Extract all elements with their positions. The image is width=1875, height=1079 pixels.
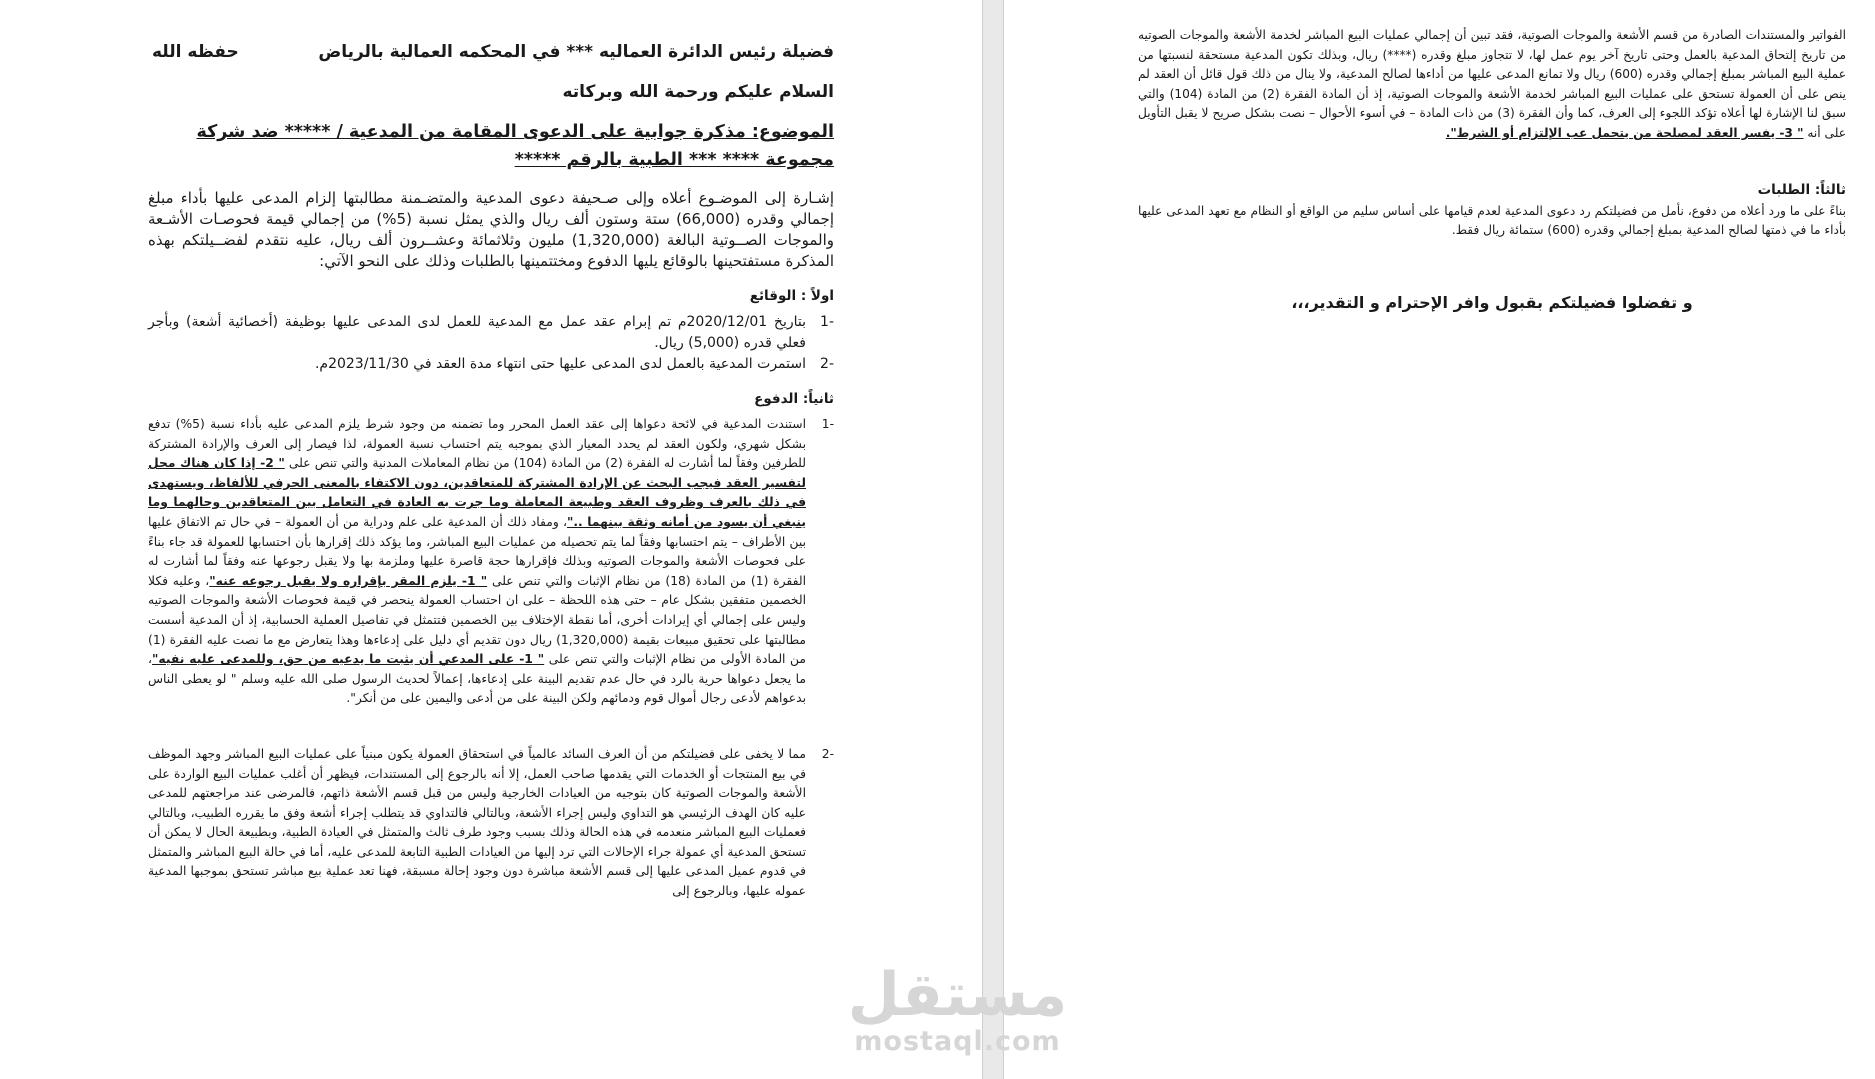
list-item: [148, 312, 834, 354]
legal-quote: " 2- إذا كان هناك محل لتفسير العقد فيجب البحث عن الإرادة المشتركة للمتعاقدين، دون الاكتفاء بالمعنى الحرفي للألفاظ، ويستهدى في ذلك بالعرف وظروف العقد وطبيعة المعاملة وما جرت به العادة في التعامل بين المتعاقدين وحالهما وما ينبغي أن يسود من أمانه وثقة بينهما ..": [148, 456, 806, 529]
defense-text: استندت المدعية في لائحة دعواها إلى عقد العمل المحرر وما تضمنه من وجود شرط يلزم المدعى عليه بأداء نسبة (5%) تدفع بشكل شهري، ولكون العقد لم يحدد المعيار الذي بموجبه يتم احتساب نسبة العمولة، لذا فيصار إلى العرف والإرادة المشتركة للطرفين وفقاً لما أشارت له الفقرة (2) من المادة (104) من نظام المعاملات المدنية والتي تنص على: [148, 417, 806, 471]
facts-heading: اولاً : الوقائع: [749, 288, 834, 304]
facts-list: [148, 312, 834, 375]
page-right-content: [1138, 26, 1846, 312]
item-number: -1: [821, 417, 834, 431]
subject-line: الموضوع: مذكرة جوابية على الدعوى المقامة من المدعية / ***** ضد شركة مجموعة **** *** الطبية بالرقم *****: [196, 122, 834, 170]
item-text: بتاريخ 2020/12/01م تم إبرام عقد عمل مع المدعية للعمل لدى المدعى عليها بوظيفة (أخصائية أشعة) وبأجر فعلي قدره (5,000) ريال.: [148, 314, 807, 351]
requests-paragraph: بناءً على ما ورد أعلاه من دفوع، نأمل من فضيلتكم رد دعوى المدعية لعدم قيامها على أساس سليم من الواقع أو النظام مع تعهد المدعى عليها بأداء ما في ذمتها لصالح المدعية بمبلغ إجمالي وقدره (600) ستمائة ريال فقط.: [1138, 203, 1846, 238]
salutation: السلام عليكم ورحمة الله وبركاته: [562, 82, 834, 102]
defense-text: ، ما يجعل دعواها حرية بالرد في حال عدم تقديم البينة على إدعاءها، إعمالاً لحديث الرسول صلى الله عليه وسلم " لو يعطى الناس بدعواهم لأدعى رجال أموال قوم ودمائهم ولكن البينة على من أدعى واليمين على من أنكر".: [148, 652, 806, 706]
defenses-heading: ثانياً: الدفوع: [754, 391, 834, 407]
legal-quote: " 1- على المدعي أن يثبت ما يدعيه من حق، وللمدعى عليه نفيه": [151, 652, 545, 667]
legal-quote: " 3- يفسر العقد لمصلحة من يتحمل عب الإلتزام أو الشرط".: [1445, 125, 1804, 140]
item-number: -2: [820, 356, 834, 372]
item-number: -2: [821, 746, 834, 761]
defense-text: ، ومفاد ذلك أن المدعية على علم ودراية من أن العمولة – في حال تم الاتفاق عليها بين الأطراف – يتم احتسابها وفقاً لما يتم تحصيله من عمليات البيع المباشر، وما يؤكد ذلك إقرارها بأن احتسابها للعمولة قد جاء بناءً على فحوصات الأشعة والموجات الصوتيه وبذلك فإقرارها حجة قاصرة عليها وملزمة بها ولا يقبل رجوعها عنه وفقاً لما أشارت له الفقرة (1) من المادة (18) من نظام الإثبات والتي تنص على: [148, 514, 806, 588]
defenses-list: [148, 415, 834, 902]
item-text: استمرت المدعية بالعمل لدى المدعى عليها حتى انتهاء مدة العقد في 2023/11/30م.: [314, 356, 806, 372]
page-left-content: [148, 38, 834, 902]
list-item: [148, 415, 834, 709]
intro-paragraph: إشـارة إلى الموضـوع أعلاه وإلى صـحيفة دعوى المدعية والمتضـمنة مطالبتها إلزام المدعى عليها بأداء مبلغ إجمالي وقدره (66,000) ستة وستون ألف ريال والذي يمثل نسبة (5%) من إجمالي قيمة فحوصـات الأشـعة والموجات الصــوتية البالغة (1,320,000) مليون وثلاثمائة وعشــرون ألف ريال، عليه نتقدم لفضــيلتكم بهذه المذكرة مستفتحينها بالوقائع يليها الدفوع ومختتمينها بالطلبات وذلك على النحو الآتي:: [148, 189, 835, 270]
defense-text: مما لا يخفى على فضيلتكم من أن العرف السائد عالمياً في استحقاق العمولة يكون مبنياً على عمليات البيع المباشر وجهد الموظف في بيع المنتجات أو الخدمات التي يقدمها صاحب العمل، إلا أنه بالرجوع إلى المستندات، فيظهر أن أغلب عمليات البيع الواردة على الأشعة والموجات الصوتية كان بتوجيه من العيادات الخارجية وليس من قبل قسم الأشعة ذاتهم، فالمرضى عند مراجعتهم للمدعى عليه كان الهدف الرئيسي هو التداوي وليس إجراء الأشعة، وبالتالي فالتداوي قد يتطلب إجراء أشعة وفق ما يقرره الطبيب، وبالتالي فعمليات البيع المباشر منعدمه في هذه الحالة وذلك بسبب وجود طرف ثالث والمتمثل في العيادة الطبية، وبطبيعة الحال لا يمكن أن تستحق المدعية أي عمولة جراء الإحالات التي ترد إليها من العيادات الطبية التابعة للمدعى عليه، أما في حالة البيع المباشر والمتمثل في قدوم عميل المدعى عليها إلى قسم الأشعة مباشرة دون وجود إحالة مسبقة، فهنا تعد عملية بيع مباشر تستحق بموجبها المدعية عموله عليها، وبالرجوع إلى: [148, 746, 806, 899]
page-separator: [982, 0, 1004, 1079]
document-page-right: [1004, 0, 1875, 1079]
list-item: [148, 354, 834, 375]
addressee: فضيلة رئيس الدائرة العماليه *** في المحكمه العمالية بالرياض: [318, 42, 834, 62]
list-item: [148, 745, 834, 902]
watermark-arabic: مستقل: [847, 960, 1068, 1030]
requests-heading: ثالثاً: الطلبات: [1757, 181, 1846, 198]
closing-line: و تفضلوا فضيلتكم بقبول وافر الإحترام و التقدير،،،: [1291, 292, 1693, 312]
watermark-logo: [845, 960, 1070, 1057]
addressee-line: [148, 38, 834, 66]
item-number: -1: [820, 314, 834, 330]
watermark-latin: mostaql.com: [854, 1026, 1061, 1057]
continuation-text: الفواتير والمستندات الصادرة من قسم الأشعة والموجات الصوتية، فقد تبين أن إجمالي عمليات البيع المباشر لخدمة الأشعة والموجات الصوتيه من تاريخ إلتحاق المدعية بالعمل وحتى تاريخ آخر يوم عمل لها، لا تتجاوز مبلغ وقدره (****) ريال، وبذلك تكون المدعية مستحقة لنسبتها من عملية البيع المباشر بمبلغ إجمالي وقدره (600) ريال ولا تمانع المدعى عليها من أداءها لصالح المدعية، ولا ينال من ذلك قول قائل أن العقد لم ينص على أن العمولة تستحق على عمليات البيع المباشر لخدمة الأشعة والموجات الصوتية، إذ أن المادة الفقرة (2) من المادة (104) والتي سبق لنا الإشارة لها أعلاه تؤكد اللجوء إلى العرف، كما وأن الفقرة (3) من ذات المادة – في أسوء الأحوال – نصت بشكل صريح لا يقبل التأويل على أنه: [1138, 28, 1847, 140]
honorific: حفظه الله: [152, 42, 239, 62]
legal-quote: " 1- يلزم المقر بإقراره ولا يقبل رجوعه عنه": [209, 573, 488, 588]
continuation-paragraph: [1138, 26, 1846, 144]
defense-text: ، وعليه فكلا الخصمين متفقين بشكل عام – حتى هذه اللحظة – على ان احتساب العمولة ينحصر في قيمة فحوصات الأشعة والموجات الصوتيه وليس على إجمالي أي إيرادات أخرى، أما نقطة الإختلاف بين الخصمين فتتمثل في تفاصيل العملية الحسابية، إذ أن المدعية أسست مطالبتها على تحقيق مبيعات بقيمة (1,320,000) ريال دون تقديم أي دليل على إدعاءها وهذا يتعارض مع ما نصت عليه الفقرة (1) من المادة الأولى من نظام الإثبات والتي تنص على: [148, 573, 806, 667]
